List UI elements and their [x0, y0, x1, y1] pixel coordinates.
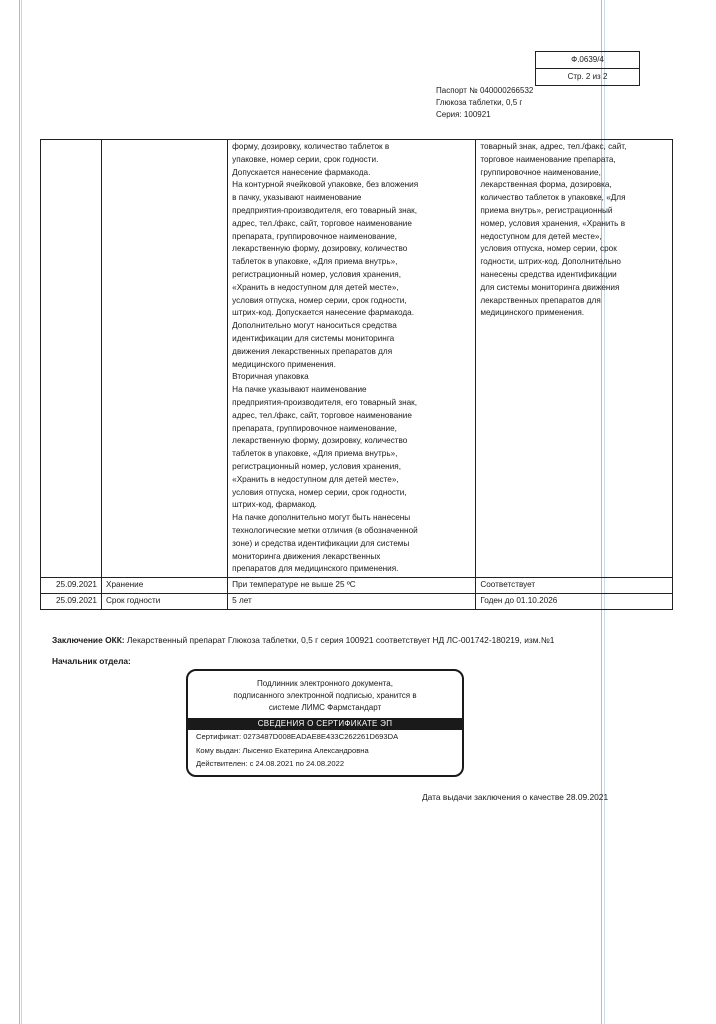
- electronic-signature-stamp: [186, 669, 464, 777]
- form-code: Ф.0639/4: [571, 55, 604, 64]
- table-cell-result: товарный знак, адрес, тел./факс, сайт, торговое наименование препарата, группировочное наименование, лекарственная форма, дозировка, количество таблеток в упаковке, «Для приема внутрь», регистрационный номер, условия хранения, «Хранить в недоступном для детей месте», условия отпуска, номер серии, срок годности, штрих-код. Дополнительно нанесены средства идентификации для системы мониторинга движения лекарственных препаратов для медицинского применения.: [476, 140, 673, 578]
- table-cell-requirement: форму, дозировку, количество таблеток в упаковке, номер серии, срок годности. Допускается нанесение фармакода. На контурной ячейковой упаковке, без вложения в пачку, указывают наименование предприятия-производителя, его товарный знак, адрес, тел./факс, сайт, торговое наименование препарата, группировочное наименование, лекарственную форму, дозировку, количество таблеток в упаковке, «Для приема внутрь», регистрационный номер, условия хранения, «Хранить в недоступном для детей месте», условия отпуска, номер серии, срок годности, штрих-код. Допускается нанесение фармакода. Дополнительно могут наноситься средства идентификации для системы мониторинга движения лекарственных препаратов для медицинского применения. Вторичная упаковка На пачке указывают наименование предприятия-производителя, его товарный знак, адрес, тел./факс, сайт, торговое наименование препарата, группировочное наименование, лекарственную форму, дозировку, количество таблеток в упаковке, «Для приема внутрь», регистрационный номер, условия хранения, «Хранить в недоступном для детей месте», условия отпуска, номер серии, срок годности, штрих-код, фармакод. На пачке дополнительно могут быть нанесены технологические метки отличия (в обозначенной зоне) и средства идентификации для системы мониторинга движения лекарственных препаратов для медицинского применения.: [228, 140, 476, 578]
- stamp-text: Подлинник электронного документа, подписанного электронной подписью, хранится в системе ЛИМС Фармстандарт: [233, 679, 417, 712]
- passport-info: [436, 85, 533, 121]
- table-cell-date: 25.09.2021: [41, 593, 102, 609]
- product-name: Глюкоза таблетки, 0,5 г: [436, 98, 523, 107]
- scan-artifact-red-line: [19, 0, 20, 1024]
- form-code-box: [535, 51, 640, 86]
- quality-table: [40, 139, 673, 610]
- passport-number: Паспорт № 040000266532: [436, 86, 534, 95]
- table-cell-name: Хранение: [101, 578, 227, 594]
- head-of-department-label: Начальник отдела:: [52, 656, 131, 666]
- issue-date: Дата выдачи заключения о качестве 28.09.2021: [422, 792, 609, 802]
- table-row: [41, 578, 673, 594]
- table-cell-result: Соответствует: [476, 578, 673, 594]
- table-cell-name: [101, 140, 227, 578]
- table-cell-name: Срок годности: [101, 593, 227, 609]
- conclusion-text: Лекарственный препарат Глюкоза таблетки, 0,5 г серия 100921 соответствует НД ЛС-001742-180219, изм.№1: [124, 635, 555, 645]
- stamp-certificate-number: Сертификат: 0273487D008EADAE8E433C262261D693DA: [196, 732, 399, 741]
- table-row: [41, 140, 673, 578]
- table-cell-requirement: При температуре не выше 25 ºС: [228, 578, 476, 594]
- stamp-issued-to: Кому выдан: Лысенко Екатерина Александровна: [196, 745, 369, 755]
- scan-artifact-red-line: [21, 0, 22, 1024]
- page-info: Стр. 2 из 2: [536, 68, 639, 85]
- conclusion-label: Заключение ОКК:: [52, 635, 125, 645]
- table-cell-requirement: 5 лет: [228, 593, 476, 609]
- conclusion: [52, 635, 554, 645]
- table-cell-result: Годен до 01.10.2026: [476, 593, 673, 609]
- series-number: Серия: 100921: [436, 110, 491, 119]
- table-cell-date: [41, 140, 102, 578]
- table-cell-date: 25.09.2021: [41, 578, 102, 594]
- stamp-validity: Действителен: с 24.08.2021 по 24.08.2022: [196, 759, 345, 768]
- table-row: [41, 593, 673, 609]
- stamp-certificate-header: СВЕДЕНИЯ О СЕРТИФИКАТЕ ЭП: [188, 718, 462, 730]
